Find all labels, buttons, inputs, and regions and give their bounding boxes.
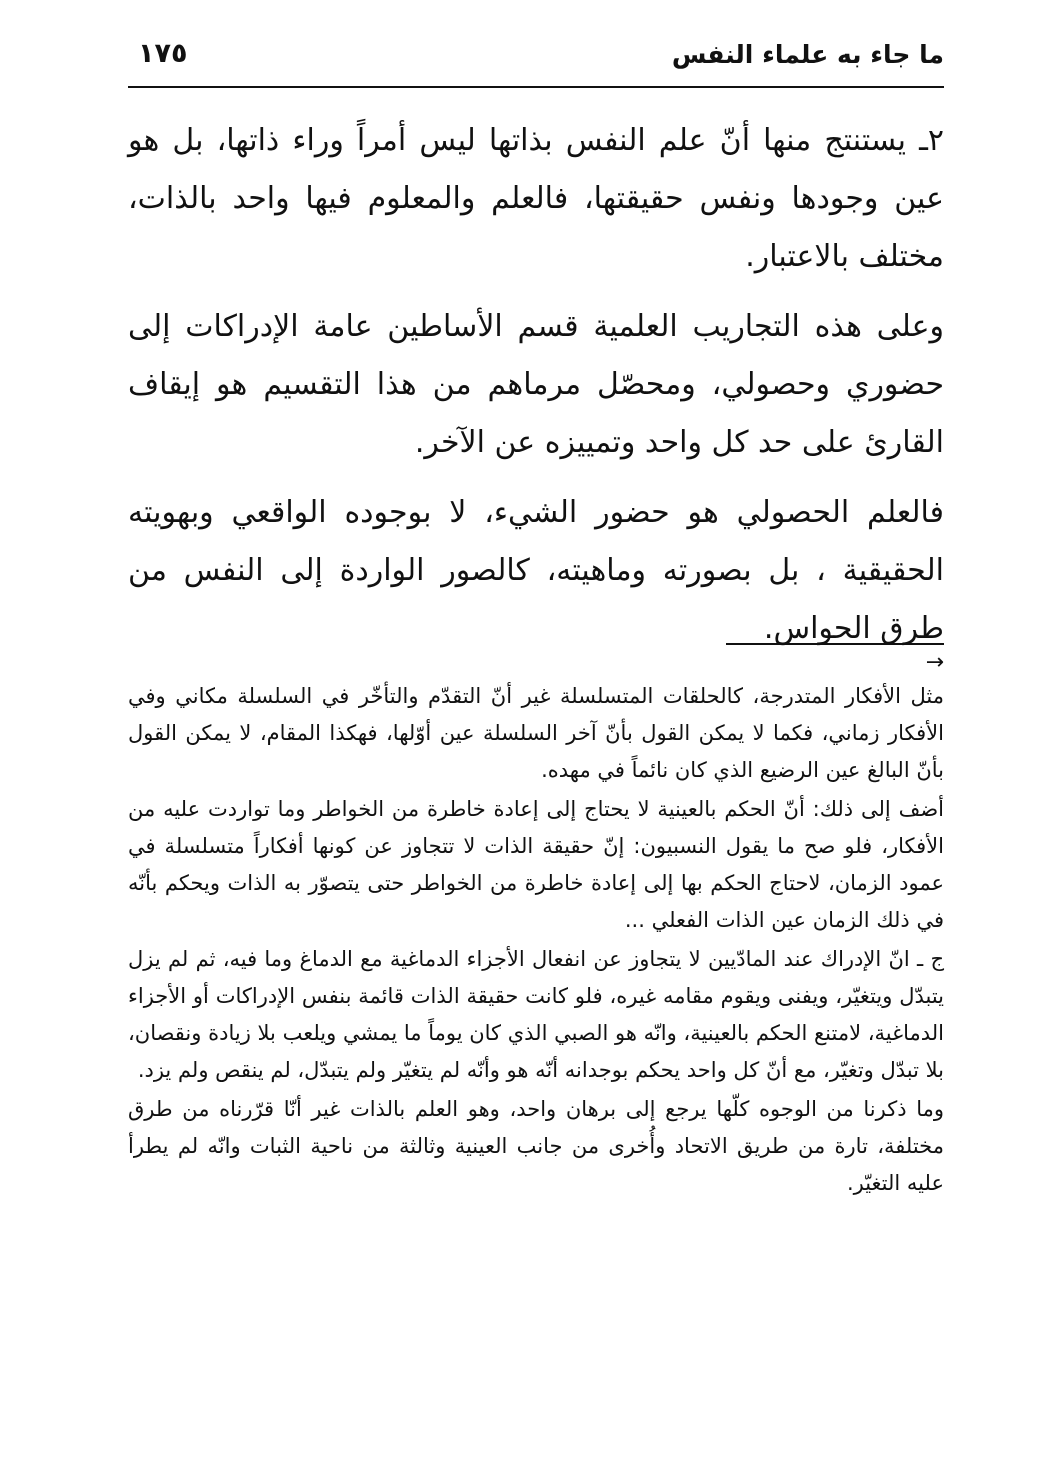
main-paragraph: وعلى هذه التجاريب العلمية قسم الأساطين عامة الإدراكات إلى حضوري وحصولي، ومحصّل مرماهم من هذا التقسيم هو إيقاف القارئ على حد كل واحد وتمييزه عن الآخر. xyxy=(128,309,944,460)
footnote-divider xyxy=(726,643,944,645)
footnote-paragraph: مثل الأفكار المتدرجة، كالحلقات المتسلسلة غير أنّ التقدّم والتأخّر في السلسلة مكاني وفي الأفكار زماني، فكما لا يمكن القول بأنّ آخر السلسلة عين أوّلها، فهكذا المقام، لا يمكن القول بأنّ البالغ عين الرضيع الذي كان نائماً في مهده. xyxy=(128,684,944,782)
footnote-paragraph: ج ـ انّ الإدراك عند المادّيين لا يتجاوز عن انفعال الأجزاء الدماغية مع الدماغ وما فيه، ثم لم يزل يتبدّل ويتغيّر، ويفنى ويقوم مقامه غيره، فلو كانت حقيقة الذات قائمة بنفس الإدراكات أو الأجزاء الدماغية، لامتنع الحكم بالعينية، وانّه هو الصبي الذي كان يوماً ما يمشي ويلعب بلا زيادة ونقصان، بلا تبدّل وتغيّر، مع أنّ كل واحد يحكم بوجدانه أنّه هو وأنّه لم يتغيّر ولم يتبدّل، لم ينقص ولم يزد. xyxy=(128,947,944,1082)
running-title: ما جاء به علماء النفس xyxy=(671,40,944,69)
main-paragraph: ٢ـ يستنتج منها أنّ علم النفس بذاتها ليس أمراً وراء ذاتها، بل هو عين وجودها ونفس حقيقتها، فالعلم والمعلوم فيها واحد بالذات، مختلف بالاعتبار. xyxy=(128,123,944,274)
running-header xyxy=(130,34,944,84)
main-paragraph: فالعلم الحصولي هو حضور الشيء، لا بوجوده الواقعي وبهويته الحقيقية ، بل بصورته وماهيته، كالصور الواردة إلى النفس من طرق الحواس. xyxy=(128,495,944,646)
page-number: ١٧٥ xyxy=(138,38,188,69)
footnote-paragraph: أضف إلى ذلك: أنّ الحكم بالعينية لا يحتاج إلى إعادة خاطرة من الخواطر وما تواردت عليه من الأفكار، فلو صح ما يقول النسبيون: إنّ حقيقة الذات لا تتجاوز عن كونها أفكاراً متسلسلة في عمود الزمان، لاحتاج الحكم بها إلى إعادة خاطرة من الخواطر حتى يتصوّر به الذات ويحكم بأنّه في ذلك الزمان عين الذات الفعلي ... xyxy=(128,797,944,932)
header-divider xyxy=(128,86,944,88)
continuation-arrow-icon: → xyxy=(925,650,944,675)
main-text xyxy=(128,112,944,658)
footnotes xyxy=(128,678,944,1204)
footnote-paragraph: وما ذكرنا من الوجوه كلّها يرجع إلى برهان واحد، وهو العلم بالذات غير أنّا قرّرناه من طرق مختلفة، تارة من طريق الاتحاد وأُخرى من جانب العينية وثالثة من ناحية الثبات وانّه لم يطرأ عليه التغيّر. xyxy=(128,1097,944,1195)
